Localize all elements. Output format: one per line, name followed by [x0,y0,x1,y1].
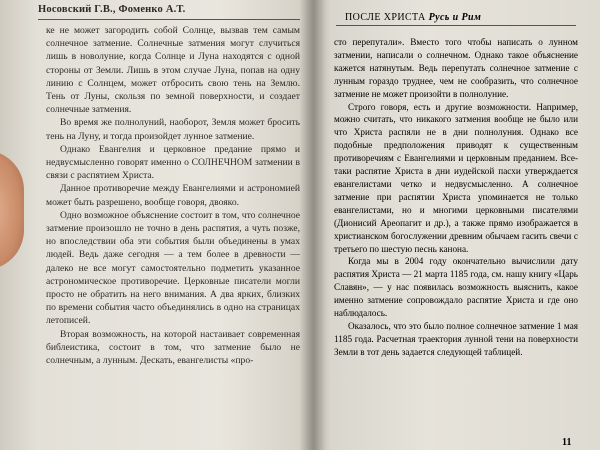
running-head-book: Русь и Рим [428,12,482,23]
right-paragraph-4: Оказалось, что это было полное солнечное затмение 1 мая 1185 года. Расчетная траектория лунной тени на поверхности Земли в тот день задается следующей таблицей. [334,320,578,357]
right-paragraph-3: Когда мы в 2004 году окончательно вычислили дату распятия Христа — 21 марта 1185 года, см. нашу книгу «Царь Славян», — у нас появилась возможность выяснить, какое именно затмение сопровождало распятие Христа и где оно наблюдалось. [334,256,578,319]
right-paragraph-2: Строго говоря, есть и другие возможности. Например, можно считать, что никакого затмения вообще не было или что Христа распяли не в дни полнолуния. Однако все подобные предположения приводят к существенным противоречиям с Евангелиями и церковным преданием. Все-таки распятие Христа в дни иудейской пасхи утверждается евангелистами четко и недвусмысленно. А солнечное затмение при распятии Христа упоминается не только евангелистами, но и многими церковными писателями (Дионисий Ареопагит и др.), а также прямо изображается в христианском богослужении древним обычаем гасить свечи с третьего по шестую песнь канона. [334,101,578,254]
left-paragraph-2: Во время же полнолуний, наоборот, Земля может бросить тень на Луну, и тогда произойдет лунное затмение. [46,117,300,142]
right-page-text [334,36,578,359]
left-paragraph-1: ке не может загородить собой Солнце, вызвав тем самым солнечное затмение. Солнечные затмения могут случиться лишь в новолуние, когда Солнце и Луна находятся с одной стороны от Земли. Лишь в этом случае Луна, попав на одну линию с Солнцем, может отбросить свою тень на Землю. Тень от Луны, скользя по земной поверхности, и создает солнечные затмения. [46,25,300,116]
running-head-title: ПОСЛЕ ХРИСТА [345,12,426,23]
left-page-text [46,24,300,367]
right-running-head [345,12,481,23]
left-paragraph-5: Одно возможное объяснение состоит в том, что солнечное затмение произошло не точно в день распятия, а чуть позже, но впоследствии оба эти события были объединены в умах людей. Ведь даже сегодня — а тем более в древности — далеко не все могут самостоятельно подметить указанное астрономическое противоречие. Церковные писатели могли просто не обратить на него внимания. А два ярких, близких по времени события часто объединялись в одно на страницах летописей. [46,209,300,327]
left-paragraph-4: Данное противоречие между Евангелиями и астрономией может быть разрешено, вообще говоря, двояко. [46,183,300,208]
left-running-head: Носовский Г.В., Фоменко А.Т. [38,4,186,15]
page-number: 11 [562,437,572,448]
right-paragraph-1: сто перепутали». Вместо того чтобы написать о лунном затмении, написали о солнечном. Однако такое объяснение кажется натянутым. Ведь перепутать солнечное затмение с лунным гораздо труднее, чем не сообразить, что солнечное затмение не может произойти в полнолуние. [334,37,578,99]
right-header-rule [336,25,576,26]
left-header-rule [38,19,300,20]
thumb [0,150,24,270]
left-paragraph-3: Однако Евангелия и церковное предание прямо и недвусмысленно говорят именно о СОЛНЕЧНОМ затмении в связи с распятием Христа. [46,143,300,182]
gutter-shadow [300,0,326,450]
left-paragraph-6: Вторая возможность, на которой настаивает современная библеистика, состоит в том, что затмение было не солнечным, а лунным. Дескать, евангелисты «про- [46,328,300,367]
